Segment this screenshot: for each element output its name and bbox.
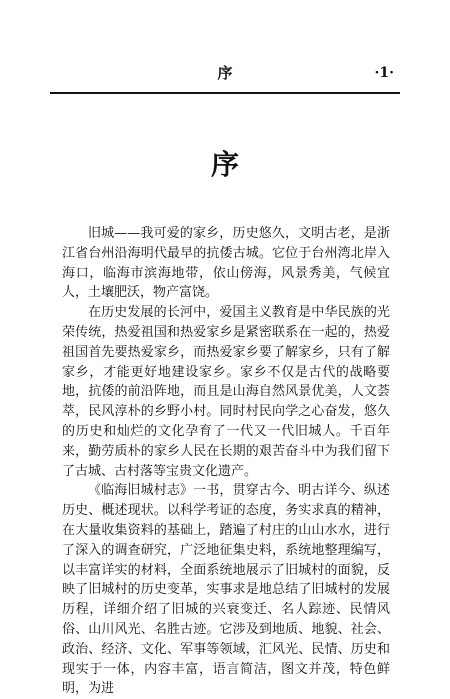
header-rule [50, 92, 400, 94]
page-number: ·1· [374, 65, 394, 81]
paragraph-2: 在历史发展的长河中，爱国主义教育是中华民族的光荣传统，热爱祖国和热爱家乡是紧密联系在一起的，热爱祖国首先要热爱家乡，而热爱家乡要了解家乡，只有了解家乡，才能更好地建设家乡。家乡不仅是古代的战略要地，抗倭的前沿阵地，而且是山海自然风景优美，人文荟萃，民风淳朴的乡野小村。同时村民向学之心奋发，悠久的历史和灿烂的文化孕育了一代又一代旧城人。千百年来，勤劳质朴的家乡人民在长期的艰苦奋斗中为我们留下了古城、古村落等宝贵文化遗产。 [62, 305, 390, 479]
chapter-title: 序 [210, 148, 239, 181]
paragraph-1: 旧城——我可爱的家乡，历史悠久，文明古老，是浙江省台州沿海明代最早的抗倭古城。它位于台州湾北岸入海口，临海市滨海地带，依山傍海，风景秀美，气候宜人，土壤肥沃，物产富饶。 [62, 226, 390, 301]
body-text [62, 224, 390, 699]
running-title: 序 [217, 64, 233, 82]
paragraph-3: 《临海旧城村志》一书，贯穿古今、明古详今、纵述历史、概述现状。以科学考证的态度，务实求真的精神，在大量收集资料的基础上，踏遍了村庄的山山水水，进行了深入的调查研究，广泛地征集史料，系统地整理编写，以丰富详实的材料，全面系统地展示了旧城村的面貌，反映了旧城村的历史变革，实事求是地总结了旧城村的发展历程，详细介绍了旧城的兴衰变迁、名人踪迹、民情风俗、山川风光、名胜古迹。它涉及到地质、地貌、社会、政治、经济、文化、军事等领域，汇风光、民情、历史和现实于一体，内容丰富，语言简洁，图文并茂，特色鲜明，为进 [62, 483, 390, 697]
